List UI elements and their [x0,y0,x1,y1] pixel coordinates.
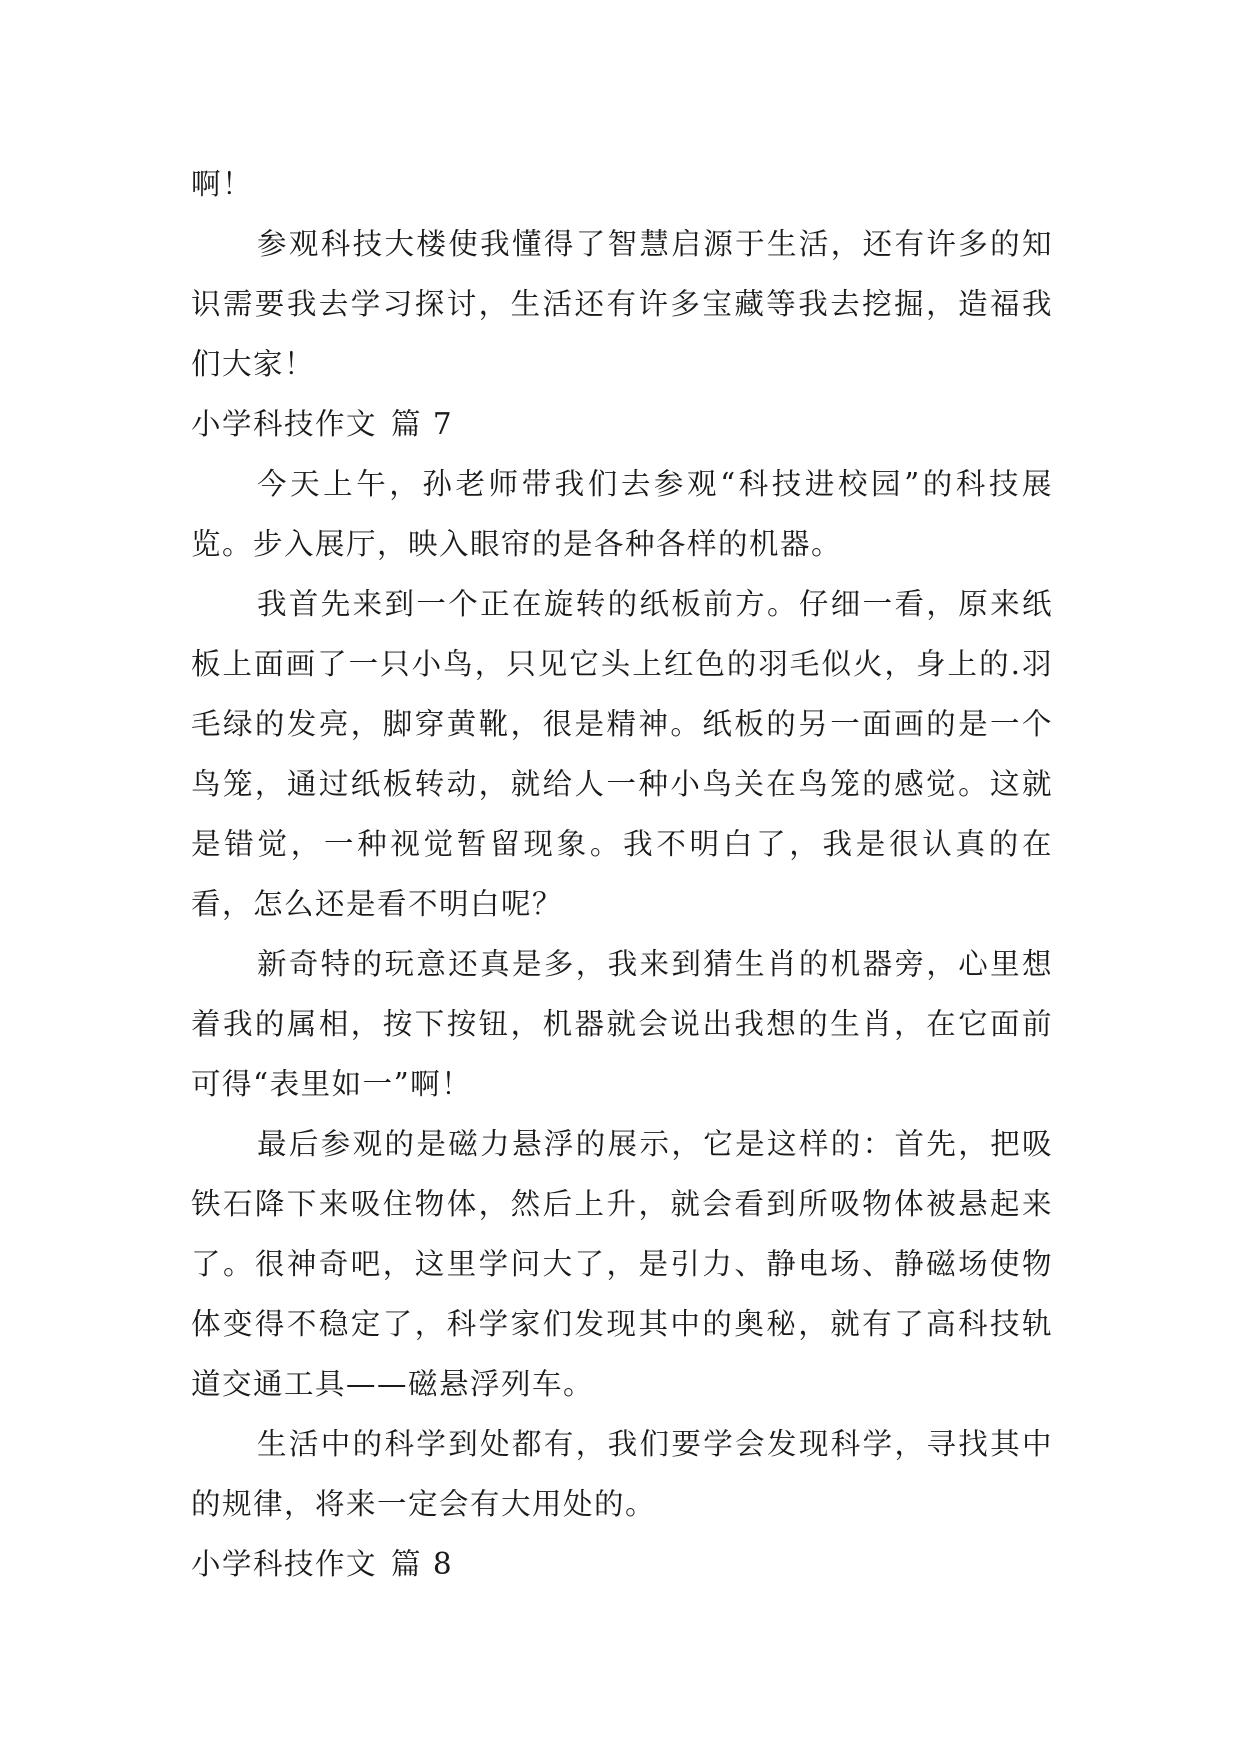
paragraph: 新奇特的玩意还真是多，我来到猜生肖的机器旁，心里想着我的属相，按下按钮，机器就会说出我想的生肖，在它面前可得“表里如一”啊！ [191,947,1053,1101]
section-heading [191,1534,1053,1594]
paragraph: 参观科技大楼使我懂得了智慧启源于生活，还有许多的知识需要我去学习探讨，生活还有许多宝藏等我去挖掘，造福我们大家！ [191,227,1053,381]
section-number: 篇 7 [391,407,454,441]
section-number: 篇 8 [391,1547,454,1581]
paragraph: 啊！ [191,167,254,201]
paragraph: 生活中的科学到处都有，我们要学会发现科学，寻找其中的规律，将来一定会有大用处的。 [191,1427,1053,1521]
document-page [191,154,1053,1594]
section-title: 小学科技作文 [191,1547,378,1581]
section-heading [191,394,1053,454]
paragraph: 今天上午，孙老师带我们去参观“科技进校园”的科技展览。步入展厅，映入眼帘的是各种各样的机器。 [191,467,1053,561]
paragraph: 最后参观的是磁力悬浮的展示，它是这样的：首先，把吸铁石降下来吸住物体，然后上升，就会看到所吸物体被悬起来了。很神奇吧，这里学问大了，是引力、静电场、静磁场使物体变得不稳定了，科学家们发现其中的奥秘，就有了高科技轨道交通工具——磁悬浮列车。 [191,1127,1053,1401]
paragraph: 我首先来到一个正在旋转的纸板前方。仔细一看，原来纸板上面画了一只小鸟，只见它头上红色的羽毛似火，身上的.羽毛绿的发亮，脚穿黄靴，很是精神。纸板的另一面画的是一个鸟笼，通过纸板转动，就给人一种小鸟关在鸟笼的感觉。这就是错觉，一种视觉暂留现象。我不明白了，我是很认真的在看，怎么还是看不明白呢？ [191,587,1053,921]
section-title: 小学科技作文 [191,407,378,441]
